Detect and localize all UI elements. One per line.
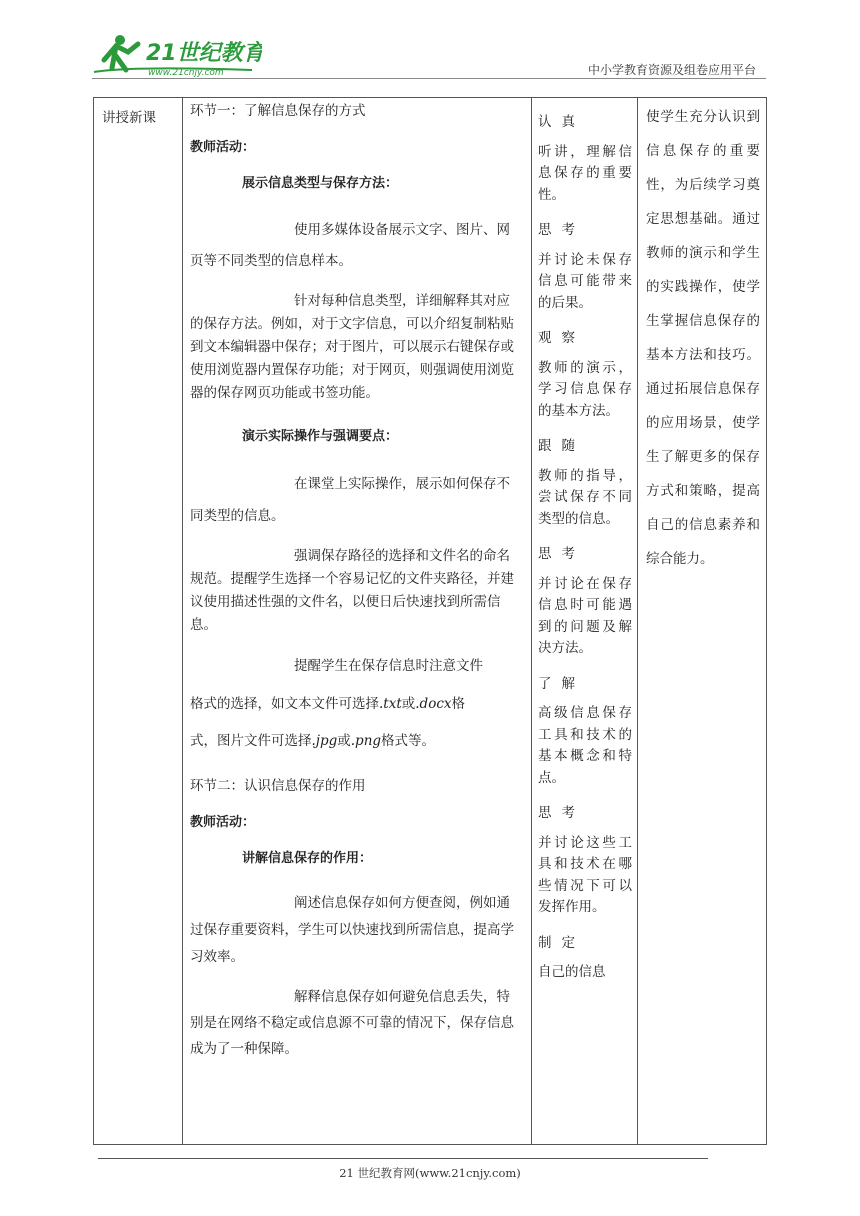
svg-text:www.21cnjy.com: www.21cnjy.com — [148, 68, 224, 78]
student-activity-text: 听讲，理解信息保存的重要性。 — [538, 143, 632, 203]
file-extension: .txt — [379, 696, 402, 712]
student-activity-item — [538, 544, 632, 660]
subheading: 讲解信息保存的作用： — [242, 851, 373, 866]
student-activity-item — [538, 220, 632, 314]
row-label: 讲授新课 — [102, 110, 156, 126]
student-activity-text: 并讨论未保存信息可能带来的后果。 — [538, 251, 632, 311]
subheading: 展示信息类型与保存方法： — [242, 176, 399, 191]
text-span: 格式的选择，如文本文件可选择 — [190, 696, 379, 712]
student-activity-text: 教师的演示，学习信息保存的基本方法。 — [538, 359, 632, 419]
footer-text: 21 世纪教育网(www.21cnjy.com) — [339, 1166, 521, 1180]
student-activity-item — [538, 436, 632, 530]
text-span: 格式等。 — [381, 733, 436, 749]
table-divider — [182, 98, 183, 1144]
student-activity-item — [538, 803, 632, 919]
student-activity-item — [538, 674, 632, 790]
student-activity-lead: 了解 — [538, 675, 585, 692]
student-activity-text: 并讨论这些工具和技术在哪些情况下可以发挥作用。 — [538, 834, 632, 915]
paragraph: 提醒学生在保存信息时注意文件 — [294, 658, 483, 674]
header-divider — [92, 78, 766, 79]
student-activity-lead: 观察 — [538, 330, 585, 346]
table-divider — [637, 98, 638, 1144]
design-intent-column: 使学生充分认识到信息保存的重要性，为后续学习奠定思想基础。通过教师的演示和学生的实践操作，使学生掌握信息保存的基本方法和技巧。通过拓展信息保存的应用场景，使学生了解更多的保存方式和策略，提高自己的信息素养和综合能力。 — [646, 109, 760, 567]
student-activity-item — [538, 328, 632, 422]
paragraph: 使用多媒体设备展示文字、图片、网页等不同类型的信息样本。 — [190, 222, 510, 269]
student-activity-text: 自己的信息 — [538, 964, 606, 980]
paragraph: 解释信息保存如何避免信息丢失，特别是在网络不稳定或信息源不可靠的情况下，保存信息成为了一种保障。 — [190, 989, 514, 1057]
paragraph — [190, 727, 523, 755]
text-span: 格 — [451, 696, 466, 712]
student-activity-item — [538, 933, 632, 984]
file-extension: .png — [350, 733, 382, 749]
student-activity-lead: 跟随 — [538, 438, 585, 454]
paragraph: 在课堂上实际操作，展示如何保存不同类型的信息。 — [190, 476, 510, 524]
paragraph: 阐述信息保存如何方便查阅，例如通过保存重要资料，学生可以快速找到所需信息，提高学习效率。 — [190, 895, 514, 965]
site-logo — [92, 30, 262, 80]
student-activity-text: 教师的指导，尝试保存不同类型的信息。 — [538, 467, 632, 527]
teacher-activity-heading: 教师活动： — [190, 815, 256, 830]
paragraph: 强调保存路径的选择和文件名的命名规范。提醒学生选择一个容易记忆的文件夹路径，并建议使用描述性强的文件名，以便日后快速找到所需信息。 — [190, 548, 514, 633]
footer-divider — [98, 1158, 708, 1159]
paragraph — [190, 682, 523, 727]
student-activity-text: 并讨论在保存信息时可能遇到的问题及解决方法。 — [538, 575, 632, 656]
section-title: 环节二：认识信息保存的作用 — [190, 778, 366, 794]
text-span: 式，图片文件可选择 — [190, 733, 312, 749]
text-span: 或 — [401, 696, 416, 712]
student-activity-item — [538, 112, 632, 206]
student-activity-lead: 思考 — [538, 222, 585, 238]
student-activity-text: 高级信息保存工具和技术的基本概念和特点。 — [538, 705, 632, 786]
table-divider — [531, 98, 532, 1144]
student-activity-lead: 思考 — [538, 546, 585, 562]
student-activity-lead: 认真 — [538, 114, 585, 130]
student-activity-lead: 制定 — [538, 934, 585, 951]
text-span: 或 — [337, 733, 351, 749]
paragraph: 针对每种信息类型，详细解释其对应的保存方法。例如，对于文字信息，可以介绍复制粘贴到文本编辑器中保存；对于图片，可以展示右键保存或使用浏览器内置保存功能；对于网页，则强调使用浏览器的保存网页功能或书签功能。 — [190, 293, 514, 401]
section-title: 环节一：了解信息保存的方式 — [190, 103, 366, 119]
teacher-activity-heading: 教师活动： — [190, 140, 256, 155]
file-extension: .docx — [415, 696, 452, 712]
header-platform-text: 中小学教育资源及组卷应用平台 — [587, 63, 756, 77]
file-extension: .jpg — [311, 733, 338, 749]
subheading: 演示实际操作与强调要点： — [242, 429, 399, 444]
student-activity-column — [538, 100, 632, 998]
student-activity-lead: 思考 — [538, 805, 585, 821]
teacher-activity-column — [190, 100, 523, 1062]
svg-text:21世纪教育: 21世纪教育 — [146, 41, 262, 66]
runner-logo-icon — [92, 30, 262, 80]
